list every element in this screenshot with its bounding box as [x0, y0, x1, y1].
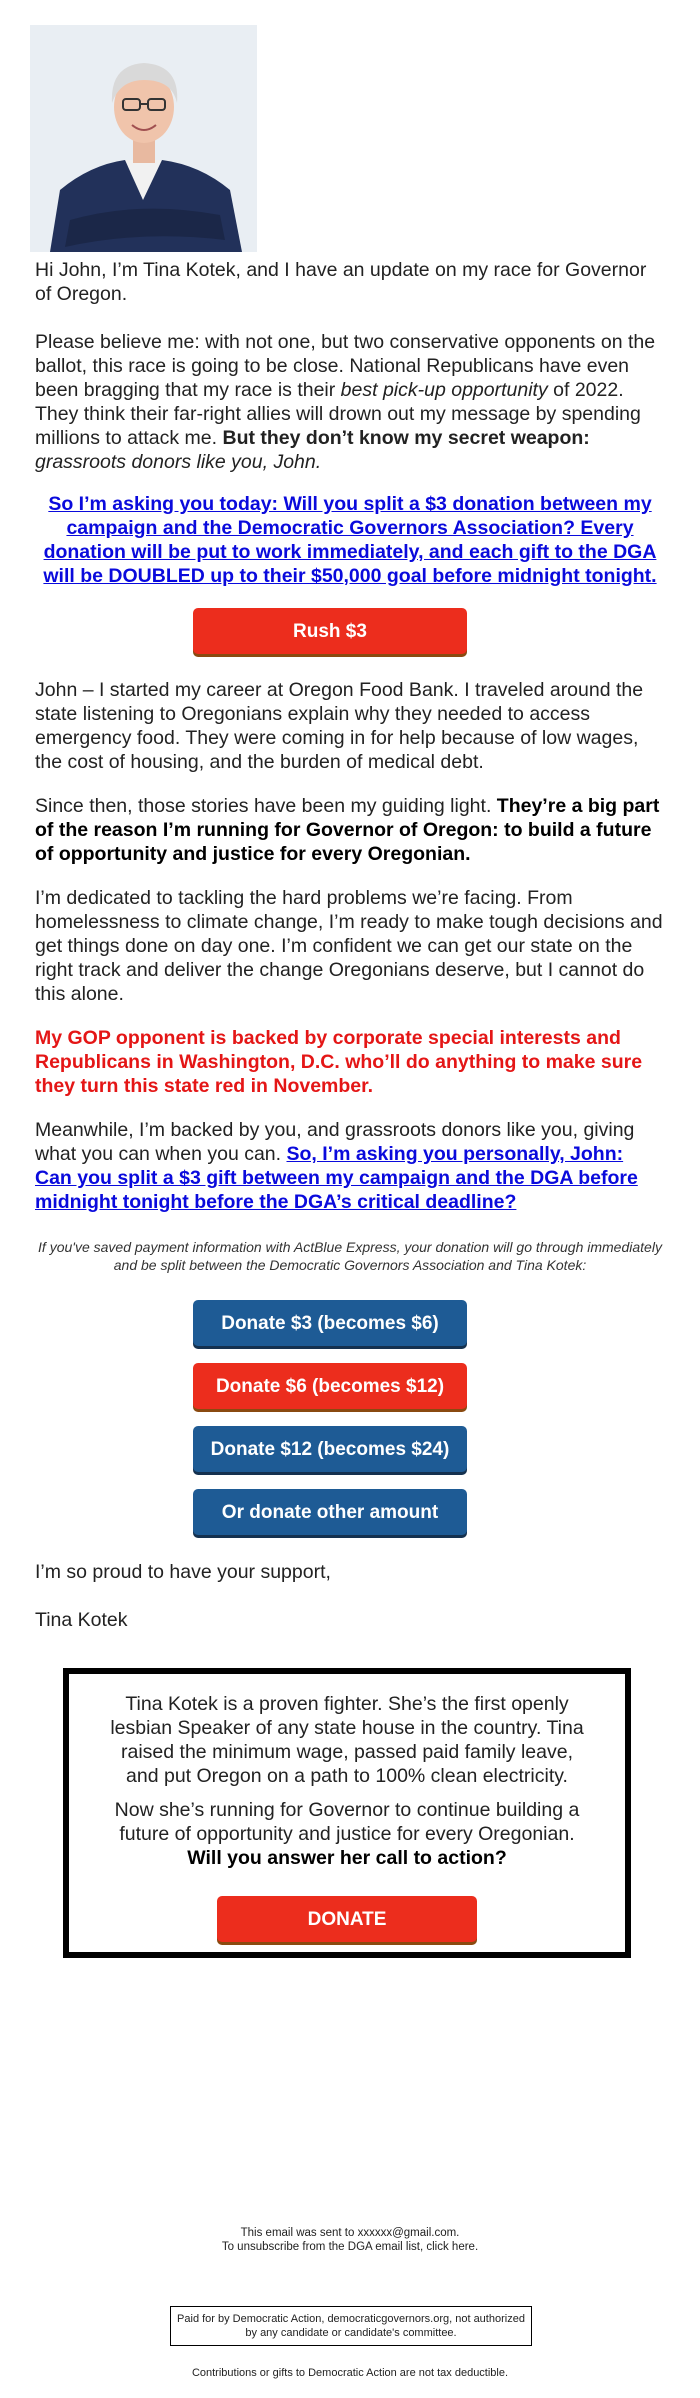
- footer-sent-to: [0, 2226, 700, 2240]
- bio-paragraph: Tina Kotek is a proven fighter. She’s the first openly lesbian Speaker of any state house in the country. Tina raised the minimum wage, passed paid family leave, and put Oregon on a path to 100% clean electricity.: [110, 1693, 584, 1787]
- ask-donation-link[interactable]: So I’m asking you today: Will you split a $3 donation between my campaign and the Democratic Governors Association? Every donation will be put to work immediately, and each gift to the DGA will be DOUBLED up to their $50,000 goal before midnight tonight.: [43, 493, 657, 587]
- cta-text-bold: Will you answer her call to action?: [187, 1847, 507, 1869]
- sent-prefix: This email was sent to: [240, 2227, 358, 2239]
- unsubscribe-link[interactable]: click here: [426, 2241, 475, 2253]
- greeting-paragraph: Hi John, I’m Tina Kotek, and I have an update on my race for Governor of Oregon.: [35, 259, 647, 305]
- p7-text-a: Meanwhile, I’m backed by you, and grassroots donors like you, giving what you can when you can.: [35, 1119, 635, 1165]
- p4-text-bold: They’re a big part of the reason I’m running for Governor of Oregon: to build a future of opportunity and justice for every Oregonian.: [35, 795, 660, 865]
- rush-3-button[interactable]: Rush $3: [193, 608, 467, 654]
- backed-by-you-paragraph: [35, 1118, 665, 1214]
- cta-text-a: Now she’s running for Governor to continue building a future of opportunity and justice for every Oregonian.: [114, 1799, 580, 1845]
- tax-disclaimer: Contributions or gifts to Democratic Action are not tax deductible.: [191, 2367, 509, 2379]
- p2-text-e: grassroots donors like you, John.: [35, 451, 322, 473]
- food-bank-paragraph: John – I started my career at Oregon Food Bank. I traveled around the state listening to Oregonians explain why they needed to access emergency food. They were coming in for help because of low wages, the cost of housing, and the burden of medical debt.: [35, 679, 644, 773]
- actblue-express-note: If you've saved payment information with ActBlue Express, your donation will go through immediately and be split between the Democratic Governors Association and Tina Kotek:: [38, 1239, 662, 1273]
- split-gift-link[interactable]: So, I’m asking you personally, John: Can you split a $3 gift between my campaign and the DGA before midnight tonight before the DGA’s critical deadline?: [35, 1143, 638, 1213]
- donate-12-button[interactable]: Donate $12 (becomes $24): [193, 1426, 467, 1472]
- p2-text-bold: But they don’t know my secret weapon:: [222, 427, 590, 449]
- recipient-email-link[interactable]: xxxxxx@gmail.com: [357, 2227, 457, 2239]
- donate-3-button[interactable]: Donate $3 (becomes $6): [193, 1300, 467, 1346]
- p4-text-a: Since then, those stories have been my guiding light.: [35, 795, 497, 817]
- sent-suffix: .: [456, 2227, 460, 2239]
- footer-unsubscribe: [0, 2240, 700, 2254]
- opponents-paragraph: [35, 330, 665, 474]
- p2-text-italic: best pick-up opportunity: [340, 379, 548, 401]
- paid-for-disclaimer: Paid for by Democratic Action, democraticgovernors.org, not authorized by any candidate or candidate's committee.: [170, 2306, 532, 2346]
- p2-text-a: Please believe me: with not one, but two conservative opponents on the ballot, this race is going to be close. National Republicans have even been bragging that my race is their: [35, 331, 656, 401]
- dedication-paragraph: I’m dedicated to tackling the hard problems we’re facing. From homelessness to climate change, I’m ready to make tough decisions and get things done on day one. I’m confident we can get our state on the right track and deliver the change Oregonians deserve, but I cannot do this alone.: [35, 887, 663, 1005]
- candidate-portrait-image: [30, 25, 257, 252]
- unsub-suffix: .: [474, 2241, 479, 2253]
- closing-line: I’m so proud to have your support,: [35, 1561, 331, 1583]
- donate-other-amount-button[interactable]: Or donate other amount: [193, 1489, 467, 1535]
- donate-box-button[interactable]: DONATE: [217, 1896, 477, 1942]
- signature: Tina Kotek: [35, 1609, 128, 1631]
- guiding-light-paragraph: [35, 794, 665, 866]
- gop-opponent-alert: My GOP opponent is backed by corporate special interests and Republicans in Washington, D.C. who’ll do anything to make sure they turn this state red in November.: [35, 1027, 643, 1097]
- donate-6-button[interactable]: Donate $6 (becomes $12): [193, 1363, 467, 1409]
- call-to-action-paragraph: [107, 1798, 587, 1870]
- p2-text-c: of 2022. They think their far-right allies will drown out my message by spending millions to attack me.: [35, 379, 641, 449]
- candidate-bio-box: [63, 1668, 631, 1958]
- candidate-photo: [30, 25, 257, 252]
- unsub-prefix: To unsubscribe from the DGA email list,: [221, 2241, 427, 2253]
